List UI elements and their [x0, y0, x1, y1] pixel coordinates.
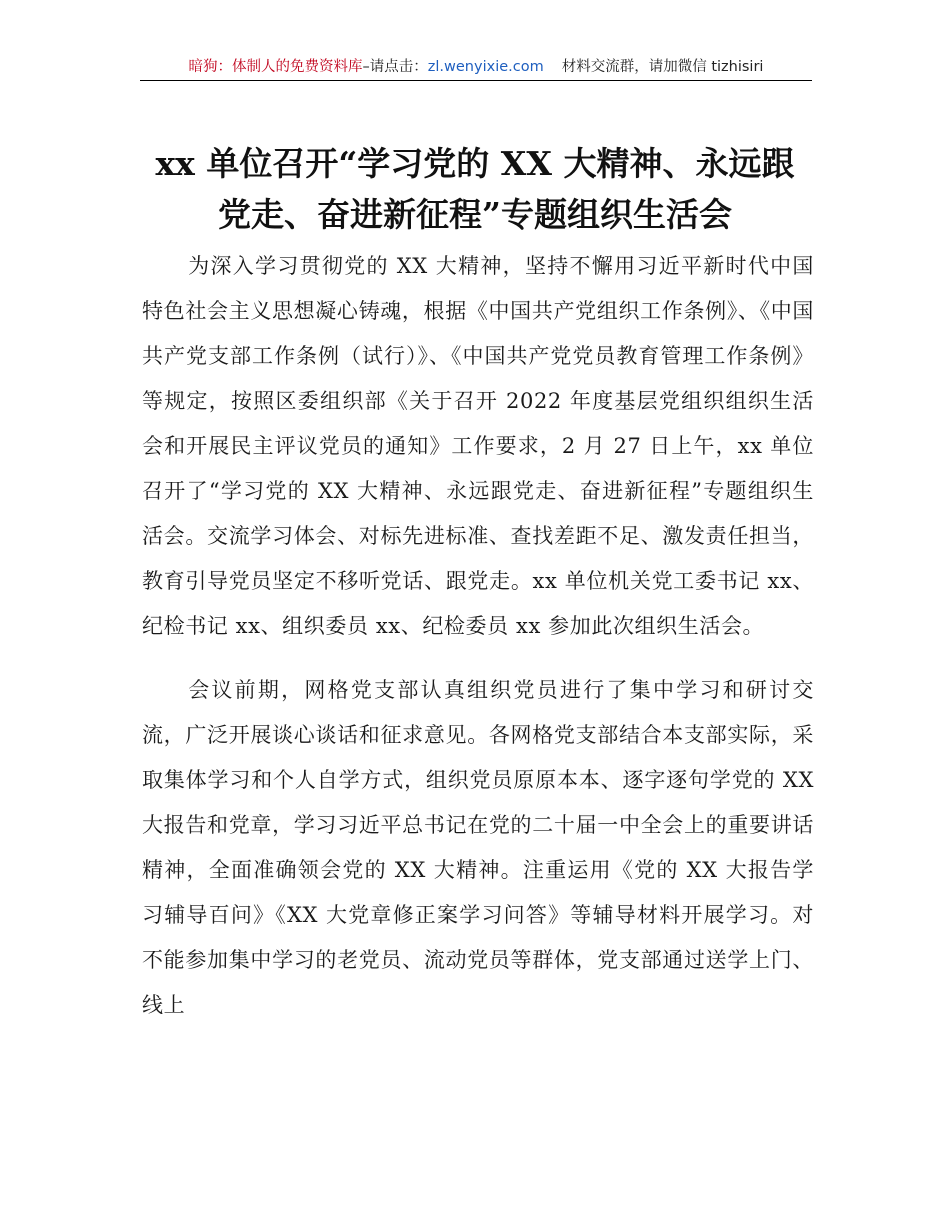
header-contact: 材料交流群，请加微信 tizhisiri [561, 59, 764, 75]
header-source: 暗狗：体制人的免费资料库 [188, 59, 363, 75]
paragraph-2: 会议前期，网格党支部认真组织党员进行了集中学习和研讨交流，广泛开展谈心谈话和征求意见。各网格党支部结合本支部实际，采取集体学习和个人自学方式，组织党员原原本本、逐字逐句学党的 XX 大报告和党章，学习习近平总书记在党的二十届一中全会上的重要讲话精神，全面准确领会党的 XX 大精神。注重运用《党的 XX 大报告学习辅导百问》《XX 大党章修正案学习问答》等辅导材料开展学习。对不能参加集中学习的老党员、流动党员等群体，党支部通过送学上门、线上 [142, 678, 814, 1017]
header-url-link[interactable]: zl.wenyixie.com [427, 59, 544, 75]
title-line-2: 党走、奋进新征程”专题组织生活会 [218, 195, 732, 234]
document-body [142, 244, 814, 1047]
paragraph-1: 为深入学习贯彻党的 XX 大精神，坚持不懈用习近平新时代中国特色社会主义思想凝心铸魂，根据《中国共产党组织工作条例》、《中国共产党支部工作条例（试行）》、《中国共产党党员教育管理工作条例》等规定，按照区委组织部《关于召开 2022 年度基层党组织组织生活会和开展民主评议党员的通知》工作要求，2 月 27 日上午，xx 单位召开了“学习党的 XX 大精神、永远跟党走、奋进新征程”专题组织生活会。交流学习体会、对标先进标准、查找差距不足、激发责任担当，教育引导党员坚定不移听党话、跟党走。xx 单位机关党工委书记 xx、纪检书记 xx、组织委员 xx、纪检委员 xx 参加此次组织生活会。 [142, 254, 814, 638]
page-header [140, 56, 812, 78]
document-title [110, 138, 840, 240]
title-line-1: xx 单位召开“学习党的 XX 大精神、永远跟 [155, 144, 795, 183]
header-divider [140, 80, 812, 81]
header-click-prompt: –请点击： [362, 59, 428, 75]
